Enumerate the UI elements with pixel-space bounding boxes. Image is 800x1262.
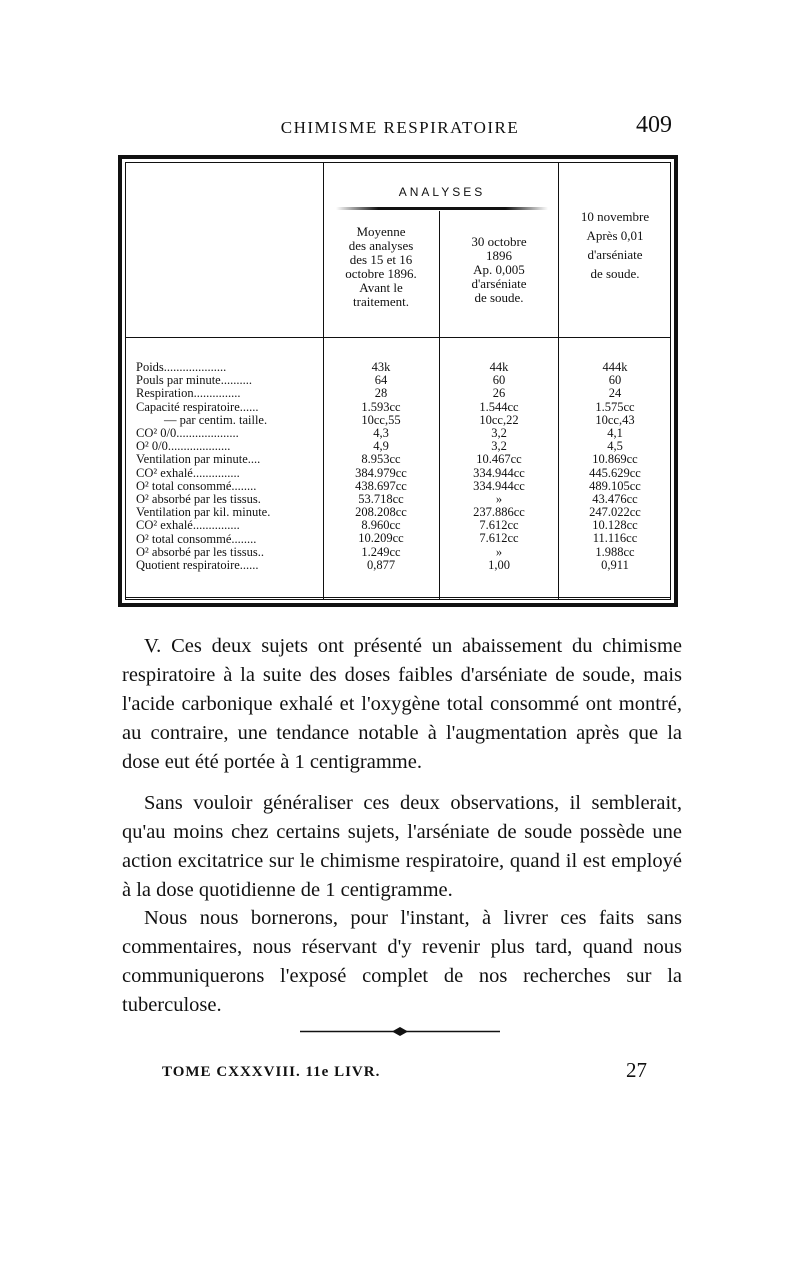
table-cell: 1.575cc (595, 399, 635, 414)
table-cell: 4,9 (373, 439, 389, 454)
table-header-rule (126, 337, 670, 338)
row-label: O² absorbé par les tissus.. (136, 545, 265, 559)
table-cell: 60 (492, 373, 506, 388)
table-cell: 44k (489, 360, 509, 374)
paragraph-conclusion (122, 632, 682, 777)
table-cell: 28 (374, 386, 388, 401)
row-label: CO² exhalé............... (136, 466, 240, 480)
column-header-3: 10 novembre Après 0,01 d'arséniate de soude. (580, 209, 650, 281)
row-label: Respiration............... (136, 387, 241, 401)
table-cell: 53.718cc (358, 491, 404, 506)
table-cell: » (495, 544, 503, 559)
table-cell: 10cc,22 (479, 412, 519, 427)
table-cell: 10.869cc (592, 452, 638, 467)
table-cell: 4,3 (373, 425, 389, 440)
table-cell: 1.544cc (479, 399, 519, 414)
row-label: CO² 0/0.................... (136, 427, 239, 441)
table-bottom-rule (126, 597, 670, 598)
table-cell: 11.116cc (592, 531, 638, 546)
row-label: O² total consommé........ (136, 479, 257, 493)
column-header-1: Moyenne des analyses des 15 et 16 octobre 1896. Avant le traitement. (345, 224, 417, 309)
row-label: Quotient respiratoire...... (136, 559, 259, 573)
table-cell: 444k (602, 360, 628, 374)
table-cell: 3,2 (491, 439, 507, 454)
page-number: 409 (636, 112, 672, 138)
table-cell: 1.988cc (595, 544, 635, 559)
table-cell: 4,1 (607, 425, 623, 440)
table-cell: 208.208cc (355, 505, 407, 520)
row-labels (136, 361, 332, 572)
table-cell: 26 (492, 386, 506, 401)
table-cell: 334.944cc (473, 465, 525, 480)
table-cell: 3,2 (491, 425, 507, 440)
table-cell: 8.953cc (361, 452, 401, 467)
column-values-3 (559, 361, 671, 572)
row-label: O² absorbé par les tissus. (136, 493, 261, 507)
table-cell: 43.476cc (592, 491, 638, 506)
column-values-2 (440, 361, 558, 572)
table-cell: 247.022cc (589, 505, 641, 520)
paragraph-closing (122, 904, 682, 1020)
table-cell: 10cc,55 (361, 412, 401, 427)
row-label: O² 0/0.................... (136, 440, 231, 454)
row-label: Pouls par minute.......... (136, 374, 252, 388)
footer-volume: TOME CXXXVIII. 11e LIVR. (162, 1064, 381, 1080)
table-cell: 7.612cc (479, 518, 519, 533)
row-label: O² total consommé........ (136, 532, 257, 546)
row-label: Ventilation par minute.... (136, 453, 261, 467)
table-cell: 10.467cc (476, 452, 522, 467)
paragraph-generalisation (122, 789, 682, 905)
table-cell: 7.612cc (479, 531, 519, 546)
table-cell: 1.249cc (361, 544, 401, 559)
table-cell: 10.209cc (358, 531, 404, 546)
paragraph-text: Nous nous bornerons, pour l'instant, à livrer ces faits sans commentaires, nous réservant d'y revenir plus tard, quand nous communiquerons l'exposé complet de nos recherches sur la tuberculose. (122, 907, 682, 1016)
page-header-title: CHIMISME RESPIRATOIRE (280, 118, 520, 137)
analysis-table (118, 155, 678, 607)
table-cell: 489.105cc (589, 478, 641, 493)
footer-signature: 27 (626, 1058, 647, 1082)
ornament-separator (300, 1027, 500, 1036)
table-cell: 0,877 (366, 557, 396, 572)
row-label: Capacité respiratoire...... (136, 400, 259, 414)
table-cell: » (495, 491, 503, 506)
table-cell: 0,911 (601, 557, 629, 572)
table-cell: 24 (608, 386, 622, 401)
table-cell: 8.960cc (361, 518, 401, 533)
table-cell: 60 (608, 373, 622, 388)
table-inner-border (125, 162, 671, 600)
table-cell: 384.979cc (355, 465, 407, 480)
column-values-1 (324, 361, 438, 572)
table-cell: 1,00 (488, 557, 510, 572)
table-cell: 10cc,43 (595, 412, 635, 427)
row-label: Poids.................... (136, 361, 227, 374)
column-header-2: 30 octobre 1896 Ap. 0,005 d'arséniate de soude. (471, 234, 527, 305)
table-cell: 334.944cc (473, 478, 525, 493)
row-label: Ventilation par kil. minute. (136, 506, 271, 520)
analyses-brace (336, 207, 548, 210)
paragraph-text: Sans vouloir généraliser ces deux observations, il semblerait, qu'au moins chez certains sujets, l'arséniate de soude possède une action excitatrice sur le chimisme respiratoire, quand il est employé à la dose quotidienne de 1 centigramme. (122, 792, 682, 901)
table-cell: 445.629cc (589, 465, 641, 480)
row-label: — par centim. taille. (164, 413, 268, 427)
table-cell: 10.128cc (592, 518, 638, 533)
analyses-group-title: ANALYSES (398, 185, 486, 199)
table-cell: 64 (374, 373, 388, 388)
table-cell: 438.697cc (355, 478, 407, 493)
table-cell: 1.593cc (361, 399, 401, 414)
row-label: CO² exhalé............... (136, 519, 240, 533)
table-cell: 43k (371, 360, 391, 374)
paragraph-text: V. Ces deux sujets ont présenté un abaissement du chimisme respiratoire à la suite des doses faibles d'arséniate de soude, mais l'acide carbonique exhalé et l'oxygène total consommé ont montré, au contraire, une tendance notable à l'augmentation après que la dose eut été portée à 1 centigramme. (122, 635, 682, 773)
table-cell: 4,5 (607, 439, 623, 454)
table-cell: 237.886cc (473, 505, 525, 520)
